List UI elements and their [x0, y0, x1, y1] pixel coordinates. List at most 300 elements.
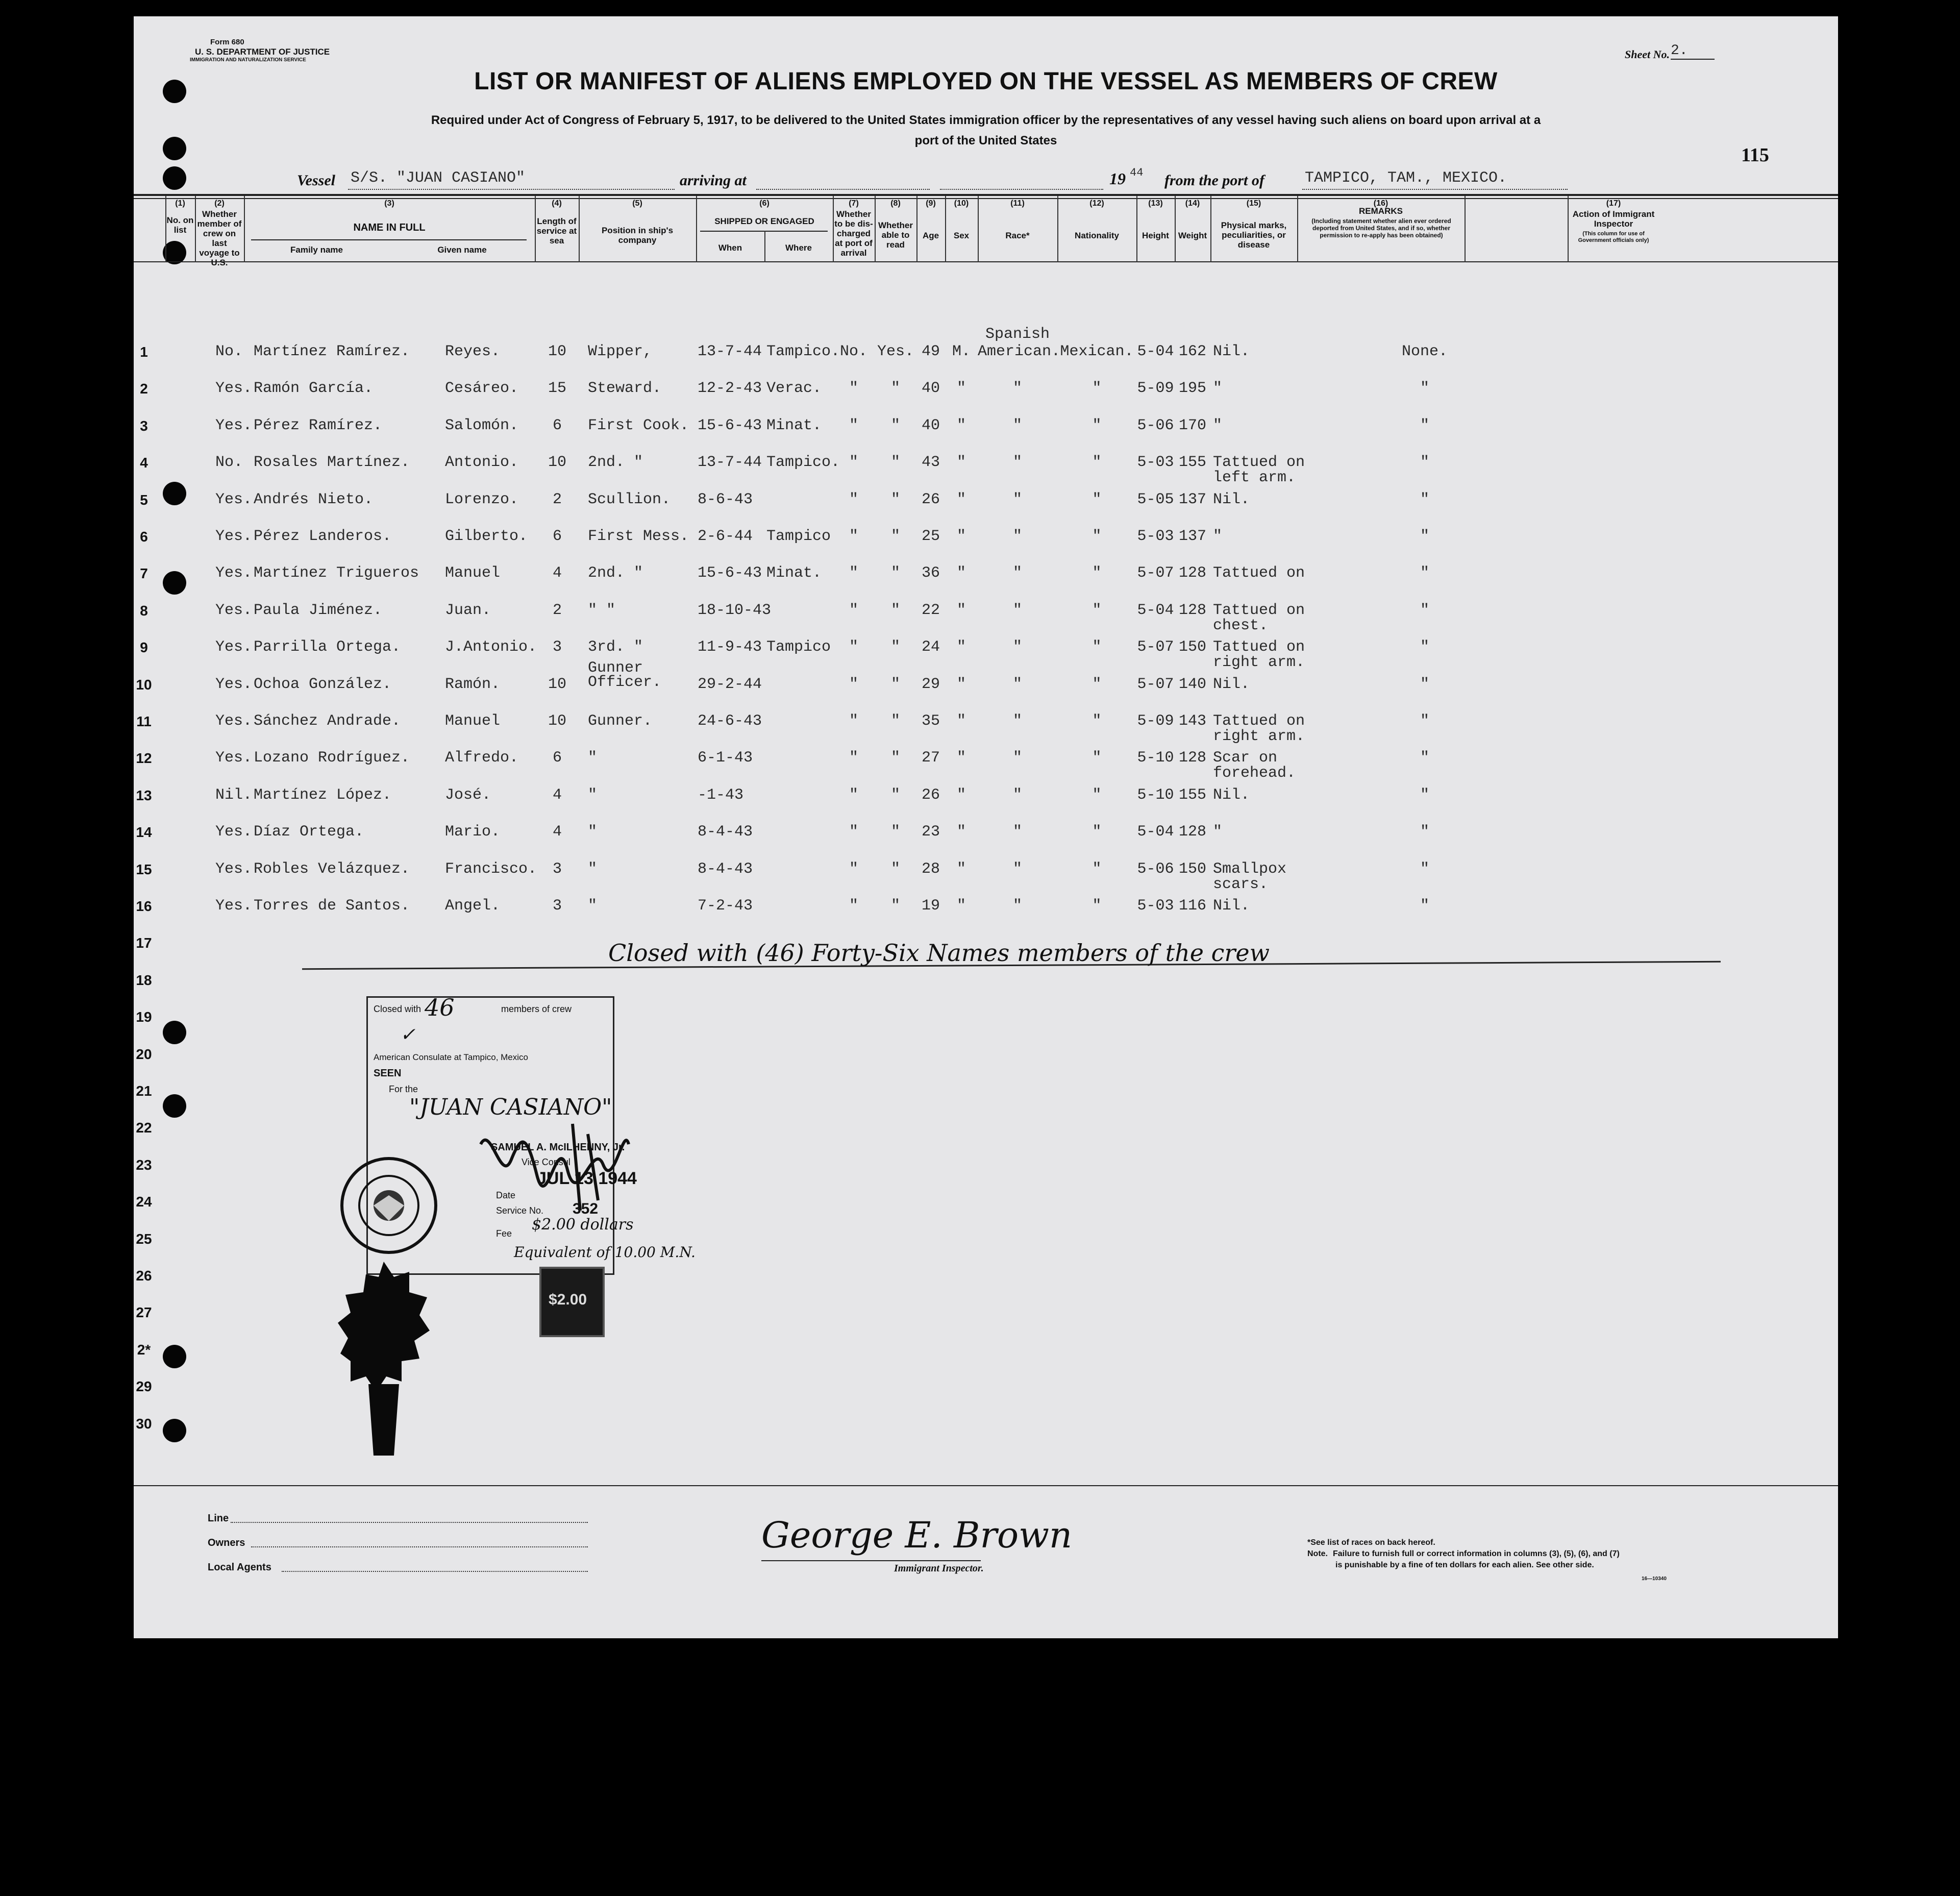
cell-read: "	[890, 860, 900, 878]
from-port: TAMPICO, TAM., MEXICO.	[1305, 169, 1507, 187]
cell-discharged: "	[849, 380, 858, 398]
cell-age: 25	[921, 528, 940, 545]
cell-read: "	[890, 454, 900, 472]
col-header-age: Age	[922, 231, 939, 240]
cell-race-line2: "	[1012, 675, 1022, 693]
cell-nationality: "	[1092, 564, 1102, 582]
col-header-marks: Physical marks, peculiarities, or disease	[1221, 220, 1287, 250]
cell-given: Angel.	[445, 897, 501, 915]
cell-race-line2: "	[1012, 528, 1022, 545]
cell-position: Gunner	[588, 659, 643, 677]
row-number: 10	[136, 676, 152, 693]
cell-discharged: "	[849, 564, 858, 582]
from-port-label: from the port of	[1164, 172, 1264, 189]
cell-where: Tampico	[766, 638, 831, 656]
cell-position: " "	[588, 601, 616, 619]
cell-height: 5-09	[1137, 380, 1174, 398]
cell-prev: Yes.	[215, 490, 253, 508]
cell-weight: 128	[1178, 823, 1206, 841]
cell-marks: Nil.	[1213, 490, 1250, 508]
cell-given: J.Antonio.	[445, 638, 537, 656]
cell-position: "	[588, 860, 598, 878]
cell-prev: Yes.	[215, 380, 253, 398]
page-number: 115	[1741, 144, 1769, 166]
cell-family: Ochoa González.	[254, 675, 392, 693]
cell-marks-line2: chest.	[1213, 617, 1269, 634]
stamp-service-label: Service No.	[496, 1205, 544, 1216]
cell-height: 5-03	[1137, 454, 1174, 472]
row-number: 18	[136, 972, 152, 988]
col-header-action-note: (This column for use of Government officials only)	[1578, 231, 1649, 243]
cell-sex: "	[956, 786, 966, 804]
stamp-closed-with: Closed with	[374, 1004, 421, 1014]
cell-age: 22	[921, 601, 940, 619]
from-port-dotline	[1302, 189, 1568, 190]
cell-given: Manuel	[445, 564, 501, 582]
cell-prev: Yes.	[215, 675, 253, 693]
cell-service: 4	[552, 823, 562, 841]
cell-marks: "	[1213, 528, 1223, 545]
cell-given: Mario.	[445, 823, 501, 841]
cell-read: "	[890, 601, 900, 619]
col-header-name: NAME IN FULL	[353, 222, 426, 233]
cell-service: 4	[552, 786, 562, 804]
cell-height: 5-04	[1137, 601, 1174, 619]
row-number: 20	[136, 1046, 152, 1062]
punch-hole	[163, 482, 186, 505]
cell-family: Rosales Martínez.	[254, 454, 410, 472]
stamp-fee-label: Fee	[496, 1228, 512, 1239]
cell-position: 2nd. "	[588, 564, 643, 582]
col-header-read: Whether able to read	[878, 220, 913, 250]
cell-where: Tampico.	[766, 454, 840, 472]
punch-hole	[163, 1094, 186, 1118]
cell-marks: Nil.	[1213, 897, 1250, 915]
cell-when: -1-43	[698, 786, 744, 804]
row-number: 30	[136, 1415, 152, 1432]
cell-given: José.	[445, 786, 491, 804]
cell-race-line2: American.	[978, 343, 1061, 360]
cell-race-line2: "	[1012, 749, 1022, 767]
cell-age: 19	[921, 897, 940, 915]
cell-nationality: "	[1092, 528, 1102, 545]
cell-service: 6	[552, 528, 562, 545]
arriving-dotline-2	[940, 189, 1103, 190]
cell-position: First Mess.	[588, 528, 689, 545]
row-number: 6	[140, 529, 148, 545]
cell-nationality: "	[1092, 786, 1102, 804]
vice-consul-signature	[470, 1114, 639, 1216]
row-number: 13	[136, 787, 152, 803]
cell-remarks: "	[1420, 823, 1429, 841]
cell-remarks: "	[1420, 786, 1429, 804]
shipped-subrule	[700, 231, 828, 232]
footer-agents-label: Local Agents	[208, 1562, 271, 1573]
cell-prev: Yes.	[215, 601, 253, 619]
cell-nationality: "	[1092, 638, 1102, 656]
stamp-consulate: American Consulate at Tampico, Mexico	[374, 1052, 528, 1062]
manifest-sheet	[134, 16, 1838, 1638]
cell-height: 5-06	[1137, 416, 1174, 434]
row-number: 9	[140, 639, 148, 656]
cell-position: Gunner.	[588, 712, 653, 730]
stamp-service-no: 352	[573, 1200, 599, 1217]
row-number: 29	[136, 1378, 152, 1395]
cell-remarks: "	[1420, 601, 1429, 619]
cell-height: 5-04	[1137, 823, 1174, 841]
cell-given: Francisco.	[445, 860, 537, 878]
service-name: IMMIGRATION AND NATURALIZATION SERVICE	[190, 57, 306, 63]
cell-marks: Tattued on	[1213, 601, 1305, 619]
cell-race-line2: "	[1012, 786, 1022, 804]
cell-service: 10	[548, 712, 566, 730]
cell-position: First Cook.	[588, 416, 689, 434]
col-num-8: (8)	[890, 199, 901, 208]
cell-sex: "	[956, 380, 966, 398]
cell-marks: Nil.	[1213, 786, 1250, 804]
cell-nationality: "	[1092, 490, 1102, 508]
cell-when: 15-6-43	[698, 416, 762, 434]
cell-when: 24-6-43	[698, 712, 762, 730]
cell-discharged: "	[849, 528, 858, 545]
cell-prev: Yes.	[215, 416, 253, 434]
cell-position: "	[588, 897, 598, 915]
cell-weight: 116	[1178, 897, 1206, 915]
cell-service: 15	[548, 380, 566, 398]
cell-discharged: No.	[839, 343, 867, 360]
cell-family: Paula Jiménez.	[254, 601, 383, 619]
cell-prev: Yes.	[215, 749, 253, 767]
table-top-rule	[134, 194, 1838, 196]
cell-read: "	[890, 675, 900, 693]
cell-read: "	[890, 823, 900, 841]
cell-read: "	[890, 380, 900, 398]
cell-prev: Nil.	[215, 786, 253, 804]
row-number: 12	[136, 750, 152, 767]
cell-age: 28	[921, 860, 940, 878]
fee-stamp-value: $2.00	[549, 1291, 587, 1308]
cell-sex: "	[956, 675, 966, 693]
cell-given: Ramón.	[445, 675, 501, 693]
row-number: 1	[140, 344, 148, 360]
cell-read: "	[890, 528, 900, 545]
row-number: 26	[136, 1268, 152, 1284]
vessel-label: Vessel	[297, 172, 335, 189]
cell-where: Tampico	[766, 528, 831, 545]
cell-family: Pérez Ramírez.	[254, 416, 383, 434]
col-num-14: (14)	[1185, 199, 1200, 208]
stamp-closed-suffix: members of crew	[501, 1004, 572, 1014]
cell-remarks: "	[1420, 528, 1429, 545]
col-header-weight: Weight	[1178, 231, 1207, 240]
cell-service: 10	[548, 343, 566, 360]
cell-age: 40	[921, 416, 940, 434]
col-header-height: Height	[1142, 231, 1169, 240]
cell-sex: "	[956, 601, 966, 619]
cell-prev: Yes.	[215, 823, 253, 841]
row-number: 4	[140, 455, 148, 471]
cell-prev: Yes.	[215, 564, 253, 582]
cell-position: Wipper,	[588, 343, 653, 360]
cell-discharged: "	[849, 416, 858, 434]
cell-marks-line2: right arm.	[1213, 728, 1305, 745]
stamp-date-label: Date	[496, 1190, 516, 1200]
cell-discharged: "	[849, 675, 858, 693]
cell-race-line2: "	[1012, 416, 1022, 434]
cell-sex: "	[956, 564, 966, 582]
col-divider	[1465, 196, 1466, 262]
stamp-closed-count: 46	[425, 994, 455, 1021]
cell-read: "	[890, 749, 900, 767]
col-num-17: (17)	[1606, 199, 1621, 208]
cell-marks: "	[1213, 380, 1223, 398]
row-number: 2	[140, 381, 148, 397]
fee-stamp	[539, 1267, 605, 1337]
cell-position: Steward.	[588, 380, 662, 398]
punch-hole	[163, 166, 186, 190]
col-header-position: Position in ship's company	[601, 226, 674, 245]
col-num-6: (6)	[759, 199, 770, 208]
cell-family: Martínez Ramírez.	[254, 343, 410, 360]
vessel-name: S/S. "JUAN CASIANO"	[351, 169, 526, 187]
closing-note: Closed with (46) Forty-Six Names members of the crew	[608, 939, 1270, 967]
sheet-number: 2.	[1671, 43, 1715, 60]
cell-read: "	[890, 564, 900, 582]
cell-service: 2	[552, 601, 562, 619]
cell-remarks: None.	[1401, 343, 1448, 360]
cell-nationality: "	[1092, 897, 1102, 915]
cell-race-line1: Spanish	[985, 326, 1050, 343]
cell-discharged: "	[849, 712, 858, 730]
department: U. S. DEPARTMENT OF JUSTICE	[195, 47, 330, 57]
cell-position: 2nd. "	[588, 454, 643, 472]
cell-age: 26	[921, 490, 940, 508]
cell-marks: Tattued on	[1213, 638, 1305, 656]
cell-family: Torres de Santos.	[254, 897, 410, 915]
stamp-officer: SAMUEL A. McILHENNY, Jr.	[491, 1142, 625, 1153]
cell-sex: "	[956, 897, 966, 915]
footer-form-code: 16—10340	[1642, 1576, 1667, 1582]
cell-prev: Yes.	[215, 897, 253, 915]
cell-sex: "	[956, 749, 966, 767]
cell-given: Gilberto.	[445, 528, 528, 545]
row-number: 21	[136, 1083, 152, 1099]
cell-service: 6	[552, 416, 562, 434]
cell-when: 11-9-43	[698, 638, 762, 656]
col-num-3: (3)	[384, 199, 394, 208]
cell-height: 5-05	[1137, 490, 1174, 508]
cell-race-line2: "	[1012, 712, 1022, 730]
cell-nationality: Mexican.	[1060, 343, 1134, 360]
cell-marks-line2: scars.	[1213, 875, 1269, 893]
stamp-officer-title: Vice Consul	[522, 1157, 570, 1167]
cell-remarks: "	[1420, 638, 1429, 656]
cell-read: "	[890, 897, 900, 915]
cell-marks: Nil.	[1213, 343, 1250, 360]
footer-note-line1: Failure to furnish full or correct information in columns (3), (5), (6), and (7)	[1333, 1549, 1620, 1558]
cell-age: 43	[921, 454, 940, 472]
cell-read: "	[890, 638, 900, 656]
cell-sex: "	[956, 638, 966, 656]
stamp-date: JUL 13 1944	[537, 1169, 637, 1188]
row-number: 8	[140, 602, 148, 619]
cell-remarks: "	[1420, 564, 1429, 582]
cell-race-line2: "	[1012, 380, 1022, 398]
row-number: 2*	[137, 1341, 151, 1358]
cell-family: Martínez López.	[254, 786, 392, 804]
col-header-race: Race*	[1005, 231, 1030, 240]
col-num-9: (9)	[926, 199, 936, 208]
col-num-7: (7)	[849, 199, 859, 208]
cell-age: 29	[921, 675, 940, 693]
footer-note-line2: is punishable by a fine of ten dollars for each alien. See other side.	[1335, 1561, 1594, 1569]
cell-service: 10	[548, 675, 566, 693]
row-number: 16	[136, 898, 152, 914]
cell-weight: 150	[1178, 860, 1206, 878]
cell-height: 5-03	[1137, 528, 1174, 545]
cell-prev: Yes.	[215, 528, 253, 545]
col-header-no: No. on list	[166, 215, 194, 235]
cell-discharged: "	[849, 749, 858, 767]
cell-position: Scullion.	[588, 490, 671, 508]
footer-rule	[134, 1485, 1838, 1486]
cell-given: Cesáreo.	[445, 380, 519, 398]
year-suffix: 44	[1130, 166, 1144, 179]
page-title: LIST OR MANIFEST OF ALIENS EMPLOYED ON THE VESSEL AS MEMBERS OF CREW	[474, 68, 1498, 95]
cell-age: 24	[921, 638, 940, 656]
cell-remarks: "	[1420, 749, 1429, 767]
cell-when: 29-2-44	[698, 675, 762, 693]
cell-marks: "	[1213, 823, 1223, 841]
cell-service: 3	[552, 897, 562, 915]
cell-weight: 150	[1178, 638, 1206, 656]
cell-sex: "	[956, 860, 966, 878]
footer-note-races: *See list of races on back hereof.	[1307, 1538, 1435, 1547]
cell-nationality: "	[1092, 601, 1102, 619]
cell-discharged: "	[849, 490, 858, 508]
cell-where: Verac.	[766, 380, 822, 398]
cell-marks-line2: left arm.	[1213, 469, 1296, 487]
cell-remarks: "	[1420, 416, 1429, 434]
cell-weight: 128	[1178, 749, 1206, 767]
cell-prev: Yes.	[215, 712, 253, 730]
cell-discharged: "	[849, 860, 858, 878]
cell-marks: Nil.	[1213, 675, 1250, 693]
cell-sex: "	[956, 712, 966, 730]
cell-position-line2: Officer.	[588, 673, 662, 691]
cell-where: Minat.	[766, 564, 822, 582]
cell-nationality: "	[1092, 416, 1102, 434]
cell-when: 8-4-43	[698, 823, 753, 841]
row-number: 11	[136, 713, 152, 729]
cell-when: 15-6-43	[698, 564, 762, 582]
arriving-dotline	[756, 189, 930, 190]
subtitle-line1: Required under Act of Congress of February 5, 1917, to be delivered to the United States immigration officer by the representatives of any vessel having such aliens on board upon arrival at a	[431, 113, 1541, 127]
cell-service: 3	[552, 860, 562, 878]
vessel-dotline	[348, 189, 675, 190]
stamp-for-the: For the	[389, 1084, 418, 1094]
col-header-discharged: Whether to be dis-charged at port of arrival	[834, 209, 873, 258]
cell-nationality: "	[1092, 454, 1102, 472]
cell-read: Yes.	[877, 343, 914, 360]
footer-line-label: Line	[208, 1513, 229, 1524]
cell-weight: 137	[1178, 490, 1206, 508]
cell-prev: Yes.	[215, 860, 253, 878]
cell-read: "	[890, 490, 900, 508]
cell-age: 36	[921, 564, 940, 582]
cell-height: 5-03	[1137, 897, 1174, 915]
cell-remarks: "	[1420, 380, 1429, 398]
cell-weight: 140	[1178, 675, 1206, 693]
sheet-label: Sheet No.	[1625, 48, 1670, 61]
col-header-shipped: SHIPPED OR ENGAGED	[714, 216, 814, 226]
row-number: 7	[140, 565, 148, 582]
row-number: 17	[136, 935, 152, 951]
cell-service: 10	[548, 454, 566, 472]
col-header-where: Where	[785, 243, 812, 253]
col-num-12: (12)	[1089, 199, 1104, 208]
cell-weight: 195	[1178, 380, 1206, 398]
cell-marks-line2: forehead.	[1213, 765, 1296, 782]
cell-position: 3rd. "	[588, 638, 643, 656]
col-num-13: (13)	[1148, 199, 1163, 208]
consulate-seal-icon	[338, 1154, 440, 1257]
cell-prev: Yes.	[215, 638, 253, 656]
cell-height: 5-04	[1137, 343, 1174, 360]
cell-service: 4	[552, 564, 562, 582]
year-prefix: 19	[1109, 169, 1126, 188]
cell-when: 13-7-44	[698, 343, 762, 360]
embossed-seal-icon	[338, 1257, 430, 1461]
cell-read: "	[890, 712, 900, 730]
cell-marks: Scar on	[1213, 749, 1278, 767]
cell-nationality: "	[1092, 749, 1102, 767]
cell-race-line2: "	[1012, 490, 1022, 508]
cell-given: Antonio.	[445, 454, 519, 472]
col-num-11: (11)	[1010, 199, 1025, 208]
cell-height: 5-09	[1137, 712, 1174, 730]
cell-sex: "	[956, 823, 966, 841]
cell-discharged: "	[849, 601, 858, 619]
col-header-nationality: Nationality	[1075, 231, 1119, 240]
cell-when: 8-6-43	[698, 490, 753, 508]
cell-race-line2: "	[1012, 860, 1022, 878]
cell-weight: 155	[1178, 786, 1206, 804]
cell-discharged: "	[849, 454, 858, 472]
cell-marks: Smallpox	[1213, 860, 1287, 878]
row-number: 5	[140, 491, 148, 508]
col-header-family: Family name	[290, 245, 343, 255]
form-number: Form 680	[210, 38, 244, 46]
cell-when: 18-10-43	[698, 601, 772, 619]
cell-marks: "	[1213, 416, 1223, 434]
cell-service: 2	[552, 490, 562, 508]
row-number: 3	[140, 417, 148, 434]
row-number: 24	[136, 1194, 152, 1210]
col-num-10: (10)	[954, 199, 969, 208]
cell-weight: 137	[1178, 528, 1206, 545]
cell-read: "	[890, 786, 900, 804]
cell-family: Pérez Landeros.	[254, 528, 392, 545]
cell-service: 3	[552, 638, 562, 656]
inspector-signature: George E. Brown	[761, 1514, 1073, 1556]
punch-hole	[163, 571, 186, 595]
cell-marks: Tattued on	[1213, 454, 1305, 472]
col-header-action: Action of Immigrant Inspector	[1572, 209, 1655, 229]
cell-when: 13-7-44	[698, 454, 762, 472]
inspector-rule	[761, 1560, 981, 1561]
stamp-equivalent: Equivalent of 10.00 M.N.	[514, 1244, 696, 1261]
